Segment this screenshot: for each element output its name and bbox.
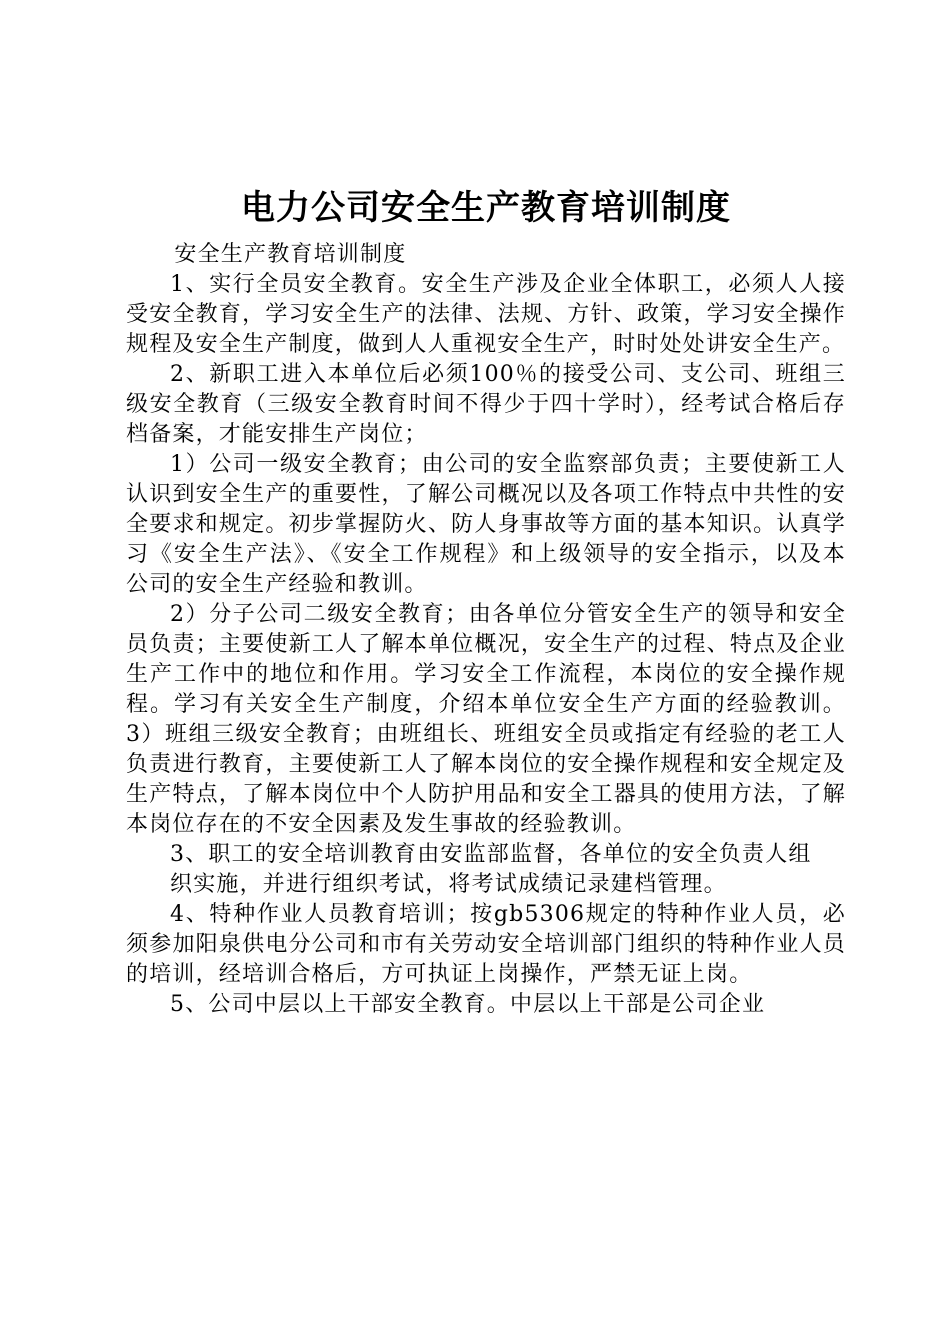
paragraph-7: 4、特种作业人员教育培训；按gb5306规定的特种作业人员，必须参加阳泉供电分公司和市有关劳动安全培训部门组织的特种作业人员的培训，经培训合格后，方可执证上岗操作，严禁无证上岗。 (126, 902, 846, 987)
paragraph-4: 2）分子公司二级安全教育；由各单位分管安全生产的领导和安全员负责；主要使新工人了解本单位概况，安全生产的过程、特点及企业生产工作中的地位和作用。学习安全工作流程，本岗位的安全操作规程。学习有关安全生产制度，介绍本单位安全生产方面的经验教训。3）班组三级安全教育；由班组长、班组安全员或指定有经验的老工人负责进行教育，主要使新工人了解本岗位的安全操作规程和安全规定及生产特点，了解本岗位中个人防护用品和安全工器具的使用方法，了解本岗位存在的不安全因素及发生事故的经验教训。 (126, 602, 846, 837)
document-page (126, 182, 846, 1020)
subtitle-paragraph: 安全生产教育培训制度 (174, 242, 407, 267)
paragraph-8: 5、公司中层以上干部安全教育。中层以上干部是公司企业 (170, 992, 766, 1017)
paragraph-2: 2、新职工进入本单位后必须100％的接受公司、支公司、班组三级安全教育（三级安全教育时间不得少于四十学时），经考试合格后存档备案，才能安排生产岗位； (126, 362, 846, 447)
paragraph-6: 织实施，并进行组织考试，将考试成绩记录建档管理。 (170, 872, 727, 897)
paragraph-1: 1、实行全员安全教育。安全生产涉及企业全体职工，必须人人接受安全教育，学习安全生产的法律、法规、方针、政策，学习安全操作规程及安全生产制度，做到人人重视安全生产，时时处处讲安全生产。 (126, 272, 846, 357)
paragraph-5: 3、职工的安全培训教育由安监部监督，各单位的安全负责人组 (170, 842, 812, 867)
paragraph-3: 1）公司一级安全教育；由公司的安全监察部负责；主要使新工人认识到安全生产的重要性，了解公司概况以及各项工作特点中共性的安全要求和规定。初步掌握防火、防人身事故等方面的基本知识。认真学习《安全生产法》、《安全工作规程》和上级领导的安全指示，以及本公司的安全生产经验和教训。 (126, 452, 846, 597)
document-title: 电力公司安全生产教育培训制度 (241, 188, 731, 228)
